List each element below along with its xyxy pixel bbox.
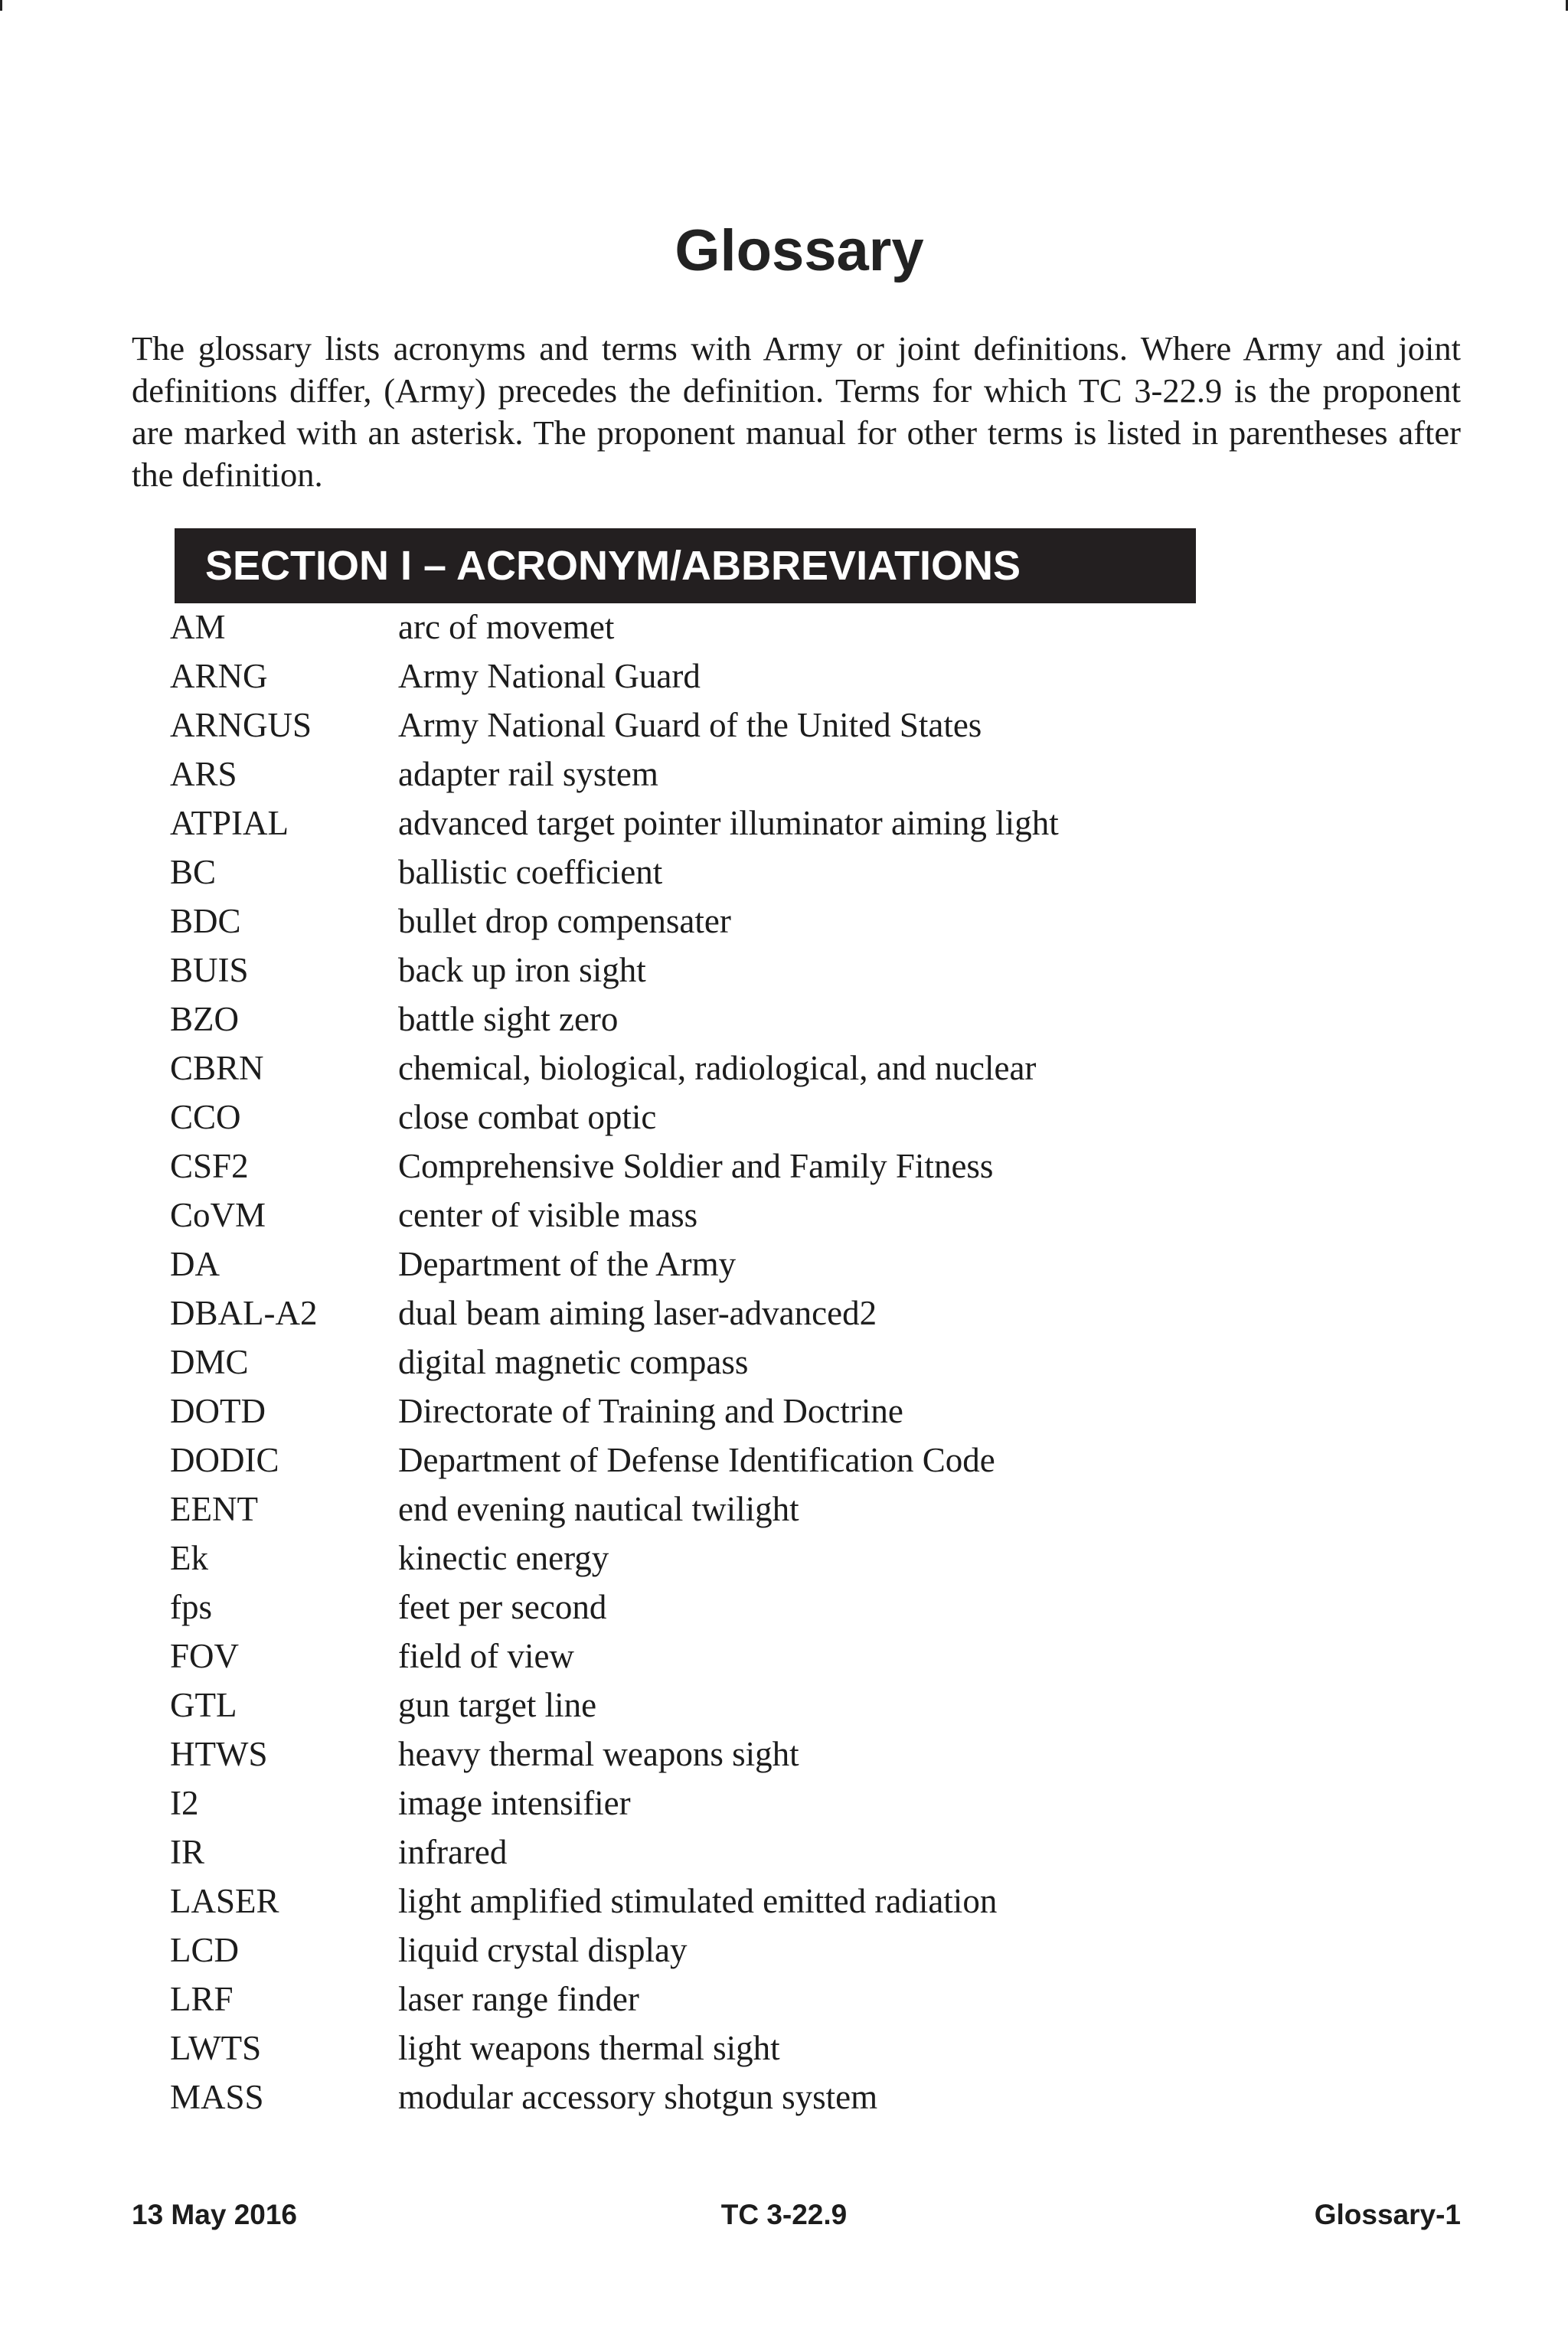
acronym-term: ATPIAL <box>170 804 289 842</box>
acronym-row <box>0 1926 1568 1975</box>
acronym-definition: digital magnetic compass <box>398 1343 749 1381</box>
acronym-row <box>0 1191 1568 1240</box>
acronym-term: BDC <box>170 902 241 940</box>
acronym-definition: Department of Defense Identification Code <box>398 1441 995 1479</box>
acronym-term: CoVM <box>170 1196 266 1234</box>
acronym-term: EENT <box>170 1490 258 1528</box>
acronym-definition: laser range finder <box>398 1980 639 2018</box>
acronym-definition: image intensifier <box>398 1784 631 1822</box>
acronym-row <box>0 1828 1568 1877</box>
acronym-term: DODIC <box>170 1441 279 1479</box>
footer-page-number: Glossary-1 <box>1314 2199 1461 2230</box>
acronym-term: I2 <box>170 1784 199 1822</box>
acronym-definition: battle sight zero <box>398 1000 619 1038</box>
acronym-row <box>0 1730 1568 1779</box>
acronym-term: ARNG <box>170 657 268 695</box>
acronym-definition: Department of the Army <box>398 1245 737 1283</box>
acronym-term: BZO <box>170 1000 239 1038</box>
acronym-row <box>0 1387 1568 1436</box>
acronym-definition: field of view <box>398 1637 574 1675</box>
acronym-term: LRF <box>170 1980 234 2018</box>
acronym-term: CSF2 <box>170 1147 249 1185</box>
acronym-definition: gun target line <box>398 1686 597 1724</box>
acronym-term: Ek <box>170 1539 208 1577</box>
acronym-row <box>0 1240 1568 1289</box>
acronym-row <box>0 848 1568 897</box>
acronym-row <box>0 1975 1568 2024</box>
acronym-row <box>0 1583 1568 1632</box>
acronym-definition: feet per second <box>398 1588 607 1626</box>
acronym-term: ARS <box>170 755 237 793</box>
acronym-definition: close combat optic <box>398 1098 657 1136</box>
acronym-term: LASER <box>170 1882 279 1920</box>
acronym-definition: adapter rail system <box>398 755 658 793</box>
acronym-definition: infrared <box>398 1833 508 1871</box>
acronym-definition: light amplified stimulated emitted radiation <box>398 1882 998 1920</box>
acronym-row <box>0 701 1568 750</box>
acronym-term: AM <box>170 608 226 646</box>
acronym-row <box>0 1338 1568 1387</box>
acronym-row <box>0 652 1568 701</box>
acronym-definition: center of visible mass <box>398 1196 698 1234</box>
acronym-definition: arc of movemet <box>398 608 615 646</box>
acronym-row <box>0 603 1568 652</box>
acronym-definition: back up iron sight <box>398 951 646 989</box>
acronym-row <box>0 1779 1568 1828</box>
acronym-term: DOTD <box>170 1392 266 1430</box>
acronym-row <box>0 1044 1568 1093</box>
acronym-row <box>0 897 1568 946</box>
acronym-definition: ballistic coefficient <box>398 853 663 891</box>
acronym-definition: bullet drop compensater <box>398 902 731 940</box>
acronym-term: CCO <box>170 1098 241 1136</box>
acronym-definition: Army National Guard of the United States <box>398 706 982 744</box>
acronym-term: BC <box>170 853 217 891</box>
acronym-row <box>0 1093 1568 1142</box>
acronym-term: MASS <box>170 2078 264 2116</box>
acronym-definition: modular accessory shotgun system <box>398 2078 878 2116</box>
acronym-term: LWTS <box>170 2029 262 2067</box>
acronym-row <box>0 2073 1568 2122</box>
acronym-term: fps <box>170 1588 212 1626</box>
acronym-row <box>0 1436 1568 1485</box>
acronym-definition: advanced target pointer illuminator aiming light <box>398 804 1059 842</box>
crop-mark-top-left <box>0 0 2 11</box>
page-title: Glossary <box>675 218 924 283</box>
acronym-definition: kinectic energy <box>398 1539 609 1577</box>
acronym-definition: light weapons thermal sight <box>398 2029 780 2067</box>
acronym-row <box>0 1877 1568 1926</box>
acronym-definition: liquid crystal display <box>398 1931 688 1969</box>
acronym-row <box>0 1632 1568 1681</box>
acronym-row <box>0 1142 1568 1191</box>
acronym-term: BUIS <box>170 951 249 989</box>
acronym-term: ARNGUS <box>170 706 312 744</box>
acronym-term: HTWS <box>170 1735 268 1773</box>
acronym-term: IR <box>170 1833 204 1871</box>
section-heading: SECTION I – ACRONYM/ABBREVIATIONS <box>175 528 1196 603</box>
acronym-definition: chemical, biological, radiological, and nuclear <box>398 1049 1037 1087</box>
acronym-row <box>0 995 1568 1044</box>
acronym-term: DMC <box>170 1343 249 1381</box>
intro-paragraph: The glossary lists acronyms and terms with Army or joint definitions. Where Army and joint definitions differ, (Army) precedes the definition. Terms for which TC 3-22.9 is the proponent are marked with an asterisk. The proponent manual for other terms is listed in parentheses after the definition. <box>132 329 1461 494</box>
acronym-row <box>0 1289 1568 1338</box>
acronym-definition: dual beam aiming laser-advanced2 <box>398 1294 877 1332</box>
acronym-term: DA <box>170 1245 220 1283</box>
footer-date: 13 May 2016 <box>132 2199 298 2230</box>
acronym-list <box>0 603 1568 2122</box>
acronym-row <box>0 2024 1568 2073</box>
acronym-row <box>0 1485 1568 1534</box>
acronym-row <box>0 946 1568 995</box>
acronym-term: DBAL-A2 <box>170 1294 318 1332</box>
acronym-term: CBRN <box>170 1049 264 1087</box>
acronym-definition: Comprehensive Soldier and Family Fitness <box>398 1147 994 1185</box>
acronym-term: LCD <box>170 1931 239 1969</box>
acronym-row <box>0 750 1568 799</box>
acronym-definition: end evening nautical twilight <box>398 1490 799 1528</box>
acronym-row <box>0 799 1568 848</box>
acronym-definition: Army National Guard <box>398 657 701 695</box>
acronym-row <box>0 1534 1568 1583</box>
acronym-row <box>0 1681 1568 1730</box>
acronym-definition: heavy thermal weapons sight <box>398 1735 799 1773</box>
acronym-term: FOV <box>170 1637 240 1675</box>
acronym-term: GTL <box>170 1686 237 1724</box>
acronym-definition: Directorate of Training and Doctrine <box>398 1392 903 1430</box>
footer-doc-id: TC 3-22.9 <box>720 2199 848 2230</box>
